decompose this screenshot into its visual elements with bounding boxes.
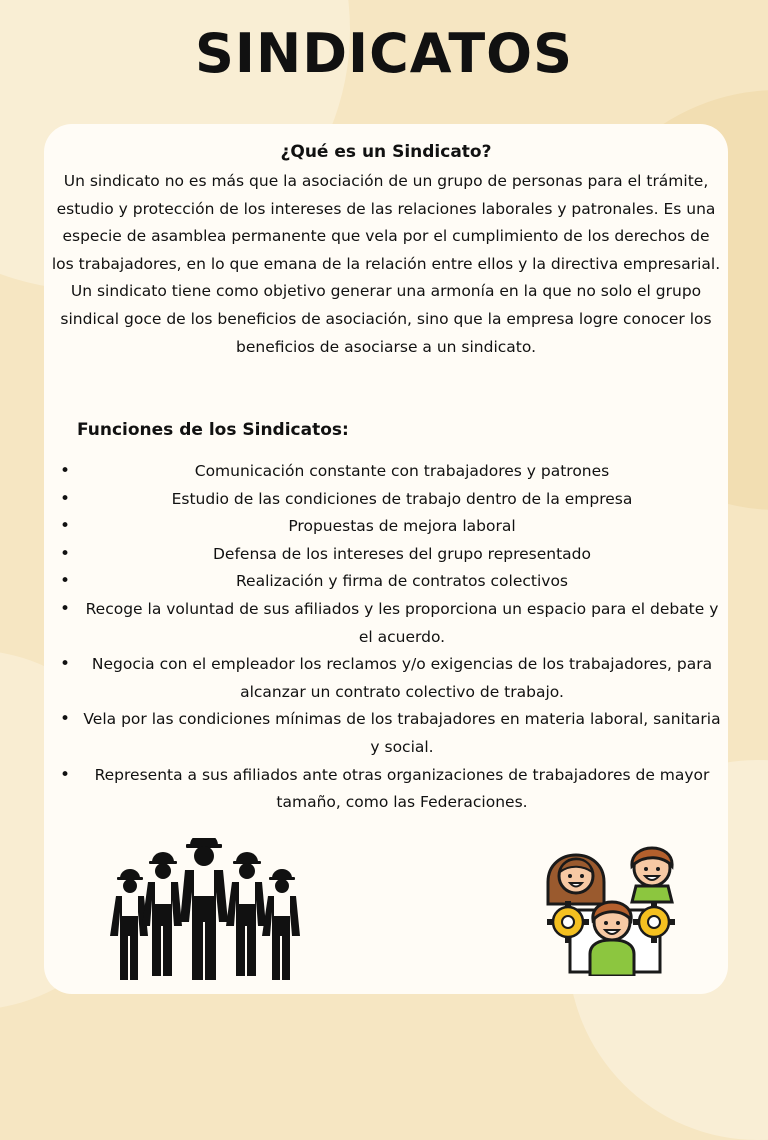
list-item: • Vela por las condiciones mínimas de los trabajadores en materia laboral, sanitaria y social. [58,706,724,761]
list-item: • Recoge la voluntad de sus afiliados y les proporciona un espacio para el debate y el acuerdo. [58,596,724,651]
team-gears-icon [546,836,692,976]
list-item: • Realización y firma de contratos colectivos [58,568,724,596]
list-item: • Representa a sus afiliados ante otras organizaciones de trabajadores de mayor tamaño, como las Federaciones. [58,762,724,817]
list-item: • Negocia con el empleador los reclamos y/o exigencias de los trabajadores, para alcanzar un contrato colectivo de trabajo. [58,651,724,706]
workers-group-icon [106,838,306,980]
list-item: • Propuestas de mejora laboral [58,513,724,541]
list-item: • Estudio de las condiciones de trabajo dentro de la empresa [58,486,724,514]
intro-heading: ¿Qué es un Sindicato? [280,142,492,162]
functions-heading: Funciones de los Sindicatos: [77,420,349,440]
functions-list [58,458,724,817]
intro-paragraph: Un sindicato no es más que la asociación de un grupo de personas para el trámite, estudio y protección de los intereses de las relaciones laborales y patronales. Es una especie de asamblea permanente que vela por el cumplimiento de los derechos de los trabajadores, en lo que emana de la relación entre ellos y la directiva empresarial. Un sindicato tiene como objetivo generar una armonía en la que no solo el grupo sindical goce de los beneficios de asociación, sino que la empresa logre conocer los beneficios de asociarse a un sindicato. [51,172,721,356]
list-item: • Defensa de los intereses del grupo representado [58,541,724,569]
content-card [44,124,728,994]
list-item: • Comunicación constante con trabajadores y patrones [58,458,724,486]
page-title: SINDICATOS [195,22,573,85]
